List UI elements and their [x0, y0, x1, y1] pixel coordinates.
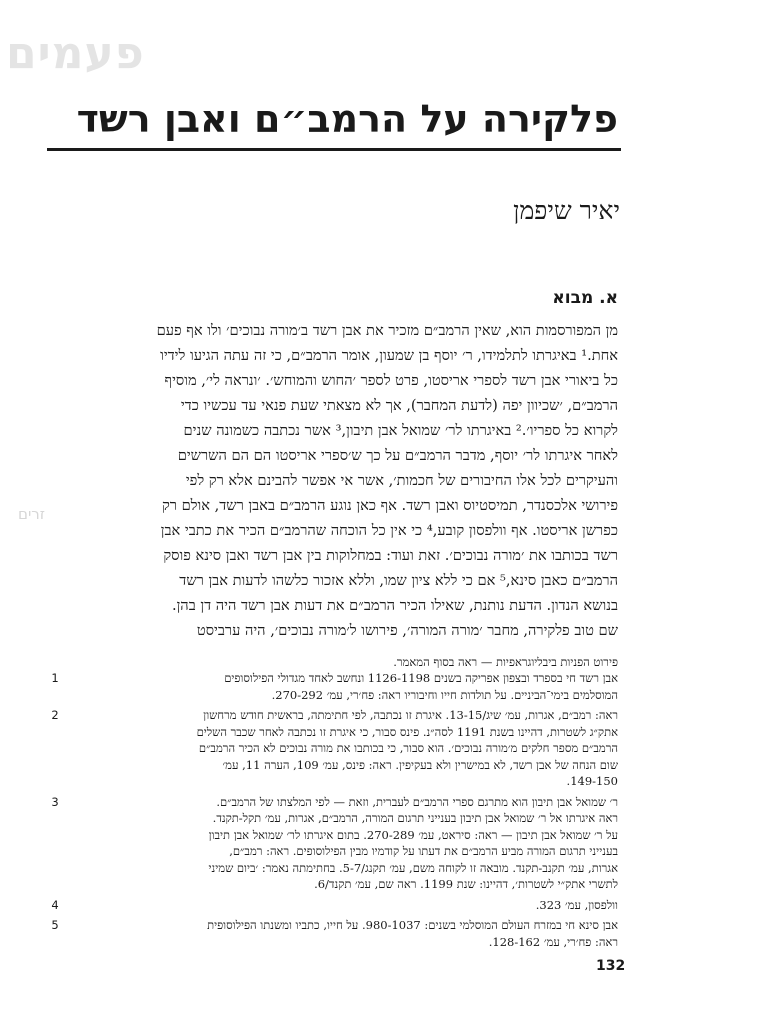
footnote-line: שום הנחה של אבן רשד, לא במישרין ולא בעקיפין. ראה: פינס, עמ׳ 109, הערה 11, עמ׳ [222, 757, 618, 772]
footnote [44, 794, 618, 893]
footnote-text [66, 707, 618, 790]
body-text [44, 318, 618, 643]
footnotes-intro: פירוט הפניות ביבליוגראפיות — ראה בסוף המאמר. [393, 655, 618, 669]
footnote-line: ר׳ שמואל אבן תיבון הוא מתרגם ספרי הרמב״ם לעברית, וזאת — לפי המלצתו של הרמב״ם. [216, 794, 618, 809]
footnote-line: 149-150. [566, 774, 618, 788]
footnote-line: ראה: פח׳רי, עמ׳ 128-162. [488, 934, 618, 949]
author-name: יאיר שיפמן [513, 196, 620, 225]
body-line: שם טוב פלקירה, מחבר ׳מורה המורה׳, פירושו ל׳מורה נבוכים׳, היה ערביסט [196, 622, 618, 639]
footnote-line: אתק״ג לשטרות, דהיינו בשנת 1191 לסה״נ. פינס סבור, כי איגרת זו נכתבה לאחר שכבר השלים [196, 724, 618, 739]
side-watermark: זרים [18, 505, 45, 523]
footnote-line: ראה איגרתו אל ר׳ שמואל אבן תיבון בענייני תרגום המורה, הרמב״ם, אגרות, עמ׳ תקל-תקנד. [212, 811, 618, 825]
footnote-line: על ר׳ שמואל אבן תיבון — ראה: סיראט, עמ׳ 270-289. בתום איגרתו לר׳ שמואל אבן תיבון [208, 827, 618, 842]
footnote-line: וולפסון, עמ׳ 323. [535, 897, 618, 912]
footnote-line: אבן רשד חי בספרד ובצפון אפריקה בשנים 1126-1198 ונחשב לאחד מגדולי הפילוסופים [224, 671, 618, 685]
footnote [44, 897, 618, 914]
footnote-number: 4 [51, 897, 59, 912]
body-line: מן המפורסמות הוא, שאין הרמב״ם מזכיר את אבן רשד ב׳מורה נבוכים׳ ולו אף פעם [156, 322, 618, 339]
article-title: פלקירה על הרמב״ם ואבן רשד [76, 97, 618, 141]
footnote-line: המוסלמים בימי־הביניים. על תולדות חייו וחיבוריו ראה: פח׳רי, עמ׳ 270-292. [271, 687, 618, 702]
body-line: פירושי אלכסנדר, תמיסטיוס ואבן רשד. אף כאן נוגע הרמב״ם באבן רשד, אולם רק [161, 497, 618, 514]
watermark-logo: פעמים [6, 28, 145, 79]
footnote-line: אבן סינא חי במזרח העולם המוסלמי בשנים: 980-1037. על חייו, כתביו ומשנתו הפילוסופית [207, 918, 618, 932]
section-heading: א. מבוא [552, 288, 618, 308]
footnote [44, 707, 618, 790]
footnote-line: ראה: רמב״ם, אגרות, עמ׳ שיג/13-15. איגרת זו נכתבה, לפי חתימתה, בראשית חודש מרחשון [203, 708, 618, 722]
body-line: כפרשן אריסטו. אף וולפסון קובע,⁴ כי אין כל הוכחה שהרמב״ם הכיר את כתבי אבן [160, 522, 618, 539]
footnote-number: 2 [51, 708, 59, 722]
footnote-number: 1 [51, 671, 59, 685]
title-rule [47, 148, 621, 151]
body-line: והעיקרים לכל אלו החיבורים של חכמות׳, אשר אי אפשר להבינם אלא רק לפי [185, 472, 618, 489]
body-line: הרמב״ם כאבן סינא,⁵ אם כי ללא ציון שמו, וללא אזכור כלשהו לדעות אבן רשד [179, 572, 618, 589]
footnote-line: הרמב״ם מספר חלקים מ׳מורה נבוכים׳. הוא סבור, כי בכותבו את מורה נבוכים לא הכיר הרמב״ם [198, 741, 618, 755]
footnote-text [66, 917, 618, 950]
footnote [44, 917, 618, 950]
footnote-line: לתשרי אתק״י לשטרות׳, דהיינו: שנת 1199. ראה שם, עמ׳ תקנד/6. [314, 877, 618, 891]
body-line: כל ביאורי אבן רשד לספרי אריסטו, פרט לספר ׳החוש והמוחש׳. ׳ונראה לי׳, מוסיף [164, 372, 618, 389]
footnote-number: 3 [51, 794, 59, 809]
body-line: אחת.¹ באיגרתו לתלמידו, ר׳ יוסף בן שמעון, אומר הרמב״ם, כי זה עתה הגיעו לידיו [160, 347, 618, 364]
footnote-number: 5 [51, 918, 59, 932]
body-line: הרמב״ם, ׳שכיוון יפה (לדעת המחבר), אך לא מצאתי שעת פנאי עד עכשיו כדי [180, 397, 618, 414]
footnotes [44, 670, 618, 954]
body-line: בנושא הנדון. הדעת נותנת, שאילו הכיר הרמב״ם את דעות אבן רשד היה דן בהן. [171, 597, 618, 614]
footnote-line: אגרות, עמ׳ תקנב-תקנד. מובאה זו לקוחה משם, עמ׳ תקנג/5-7. בחתימתה נאמר: ׳ביום שמיני [208, 860, 618, 875]
footnote-line: בענייני תרגום המורה מביע הרמב״ם את דעתו על קודמיו מבין הפילוסופים. ראה: רמב״ם, [229, 844, 618, 858]
footnote-text [66, 794, 618, 893]
footnote-text [66, 670, 618, 703]
body-line: לקרוא כל ספריו׳.² באיגרתו לר׳ שמואל אבן תיבון,³ אשר נכתבה כשמונה שנים [183, 422, 618, 439]
footnote-text [66, 897, 618, 914]
page-number: 132 [596, 958, 626, 974]
body-line: לאחר איגרתו לר׳ יוסף, מדבר הרמב״ם על כך ש׳ספרי אריסטו הם הם השרשים [177, 447, 618, 464]
body-line: רשד בכותבו את ׳מורה נבוכים׳. זאת ועוד: במחלוקות בין אבן רשד ואבן סינא פוסק [163, 547, 618, 564]
footnote [44, 670, 618, 703]
